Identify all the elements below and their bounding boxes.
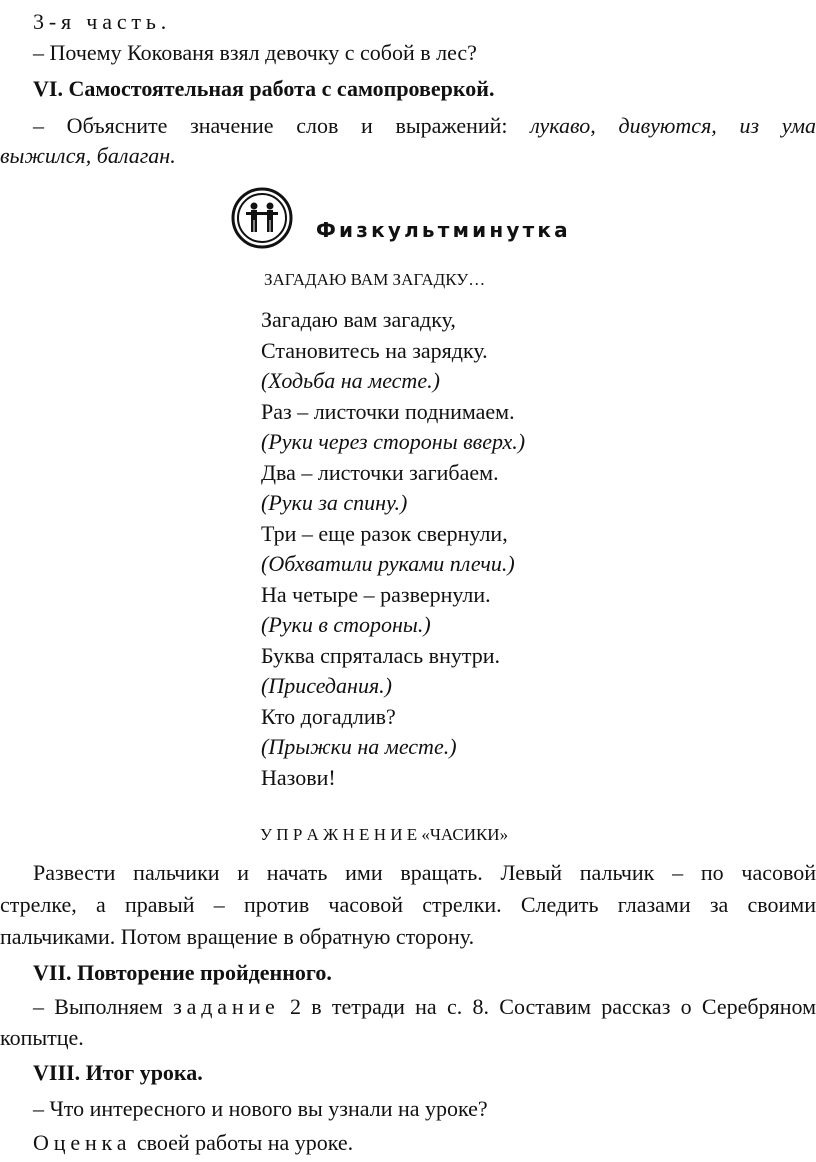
poem-line: Три – еще разок свернули, (261, 520, 508, 546)
poem-stage-direction: (Руки в стороны.) (261, 612, 431, 637)
section-6-task (0, 115, 816, 137)
section-7-task (0, 996, 816, 1018)
section-7-task-continued: копытце. (0, 1025, 84, 1050)
section-7-title: VII. Повторение пройденного. (33, 960, 332, 985)
poem-line: На четыре – развернули. (261, 581, 491, 607)
poem-line: Раз – листочки поднимаем. (261, 398, 515, 424)
exercise-line-3: пальчиками. Потом вращение в обратную сторону. (0, 924, 475, 949)
two-figures-in-circle-icon (230, 186, 294, 250)
part-label: 3-я часть. (33, 9, 172, 34)
poem-stage-direction: (Приседания.) (261, 673, 393, 698)
exercise-line-1: Развести пальчики и начать ими вращать. Левый пальчик – по часовой (33, 860, 816, 885)
poem-line: Назови! (261, 764, 336, 790)
poem-line: Кто догадлив? (261, 703, 396, 729)
fizkultminutka-label: Физкультминутка (316, 218, 571, 242)
section-8-question: – Что интересного и нового вы узнали на уроке? (33, 1096, 488, 1121)
riddle-title: ЗАГАДАЮ ВАМ ЗАГАДКУ… (264, 270, 486, 289)
zadanie-word: задание (173, 994, 280, 1019)
section-6-title: VI. Самостоятельная работа с самопроверкой. (33, 76, 495, 101)
task-prefix: – Выполняем (33, 994, 174, 1019)
poem-line: Загадаю вам загадку, (261, 307, 456, 332)
poem-stage-direction: (Ходьба на месте.) (261, 368, 440, 393)
poem-line: Становитесь на зарядку. (261, 337, 488, 363)
exercise-line-2: стрелке, а правый – против часовой стрелки. Следить глазами за своими (0, 892, 816, 917)
section-8-title: VIII. Итог урока. (33, 1060, 203, 1085)
task-rest: 2 в тетради на с. 8. Составим рассказ о Серебряном (279, 994, 816, 1019)
task-words-continued: выжился, балаган. (0, 143, 176, 168)
poem-line: Два – листочки загибаем. (261, 459, 499, 485)
task-prefix: – Объясните значение слов и выражений: (33, 113, 531, 138)
exercise-title: У П Р А Ж Н Е Н И Е «ЧАСИКИ» (260, 825, 509, 844)
poem-stage-direction: (Обхватили руками плечи.) (261, 551, 515, 576)
question-kokovanya: – Почему Кокованя взял девочку с собой в лес? (33, 40, 477, 65)
rating-word: Оценка (33, 1130, 132, 1155)
section-8-rating (33, 1132, 353, 1154)
poem-stage-direction: (Руки за спину.) (261, 490, 408, 515)
poem-line: Буква спряталась внутри. (261, 642, 500, 668)
task-words: лукаво, дивуются, из ума (530, 113, 816, 138)
rating-rest: своей работы на уроке. (131, 1130, 354, 1155)
poem-stage-direction: (Руки через стороны вверх.) (261, 429, 526, 454)
poem-stage-direction: (Прыжки на месте.) (261, 734, 457, 759)
